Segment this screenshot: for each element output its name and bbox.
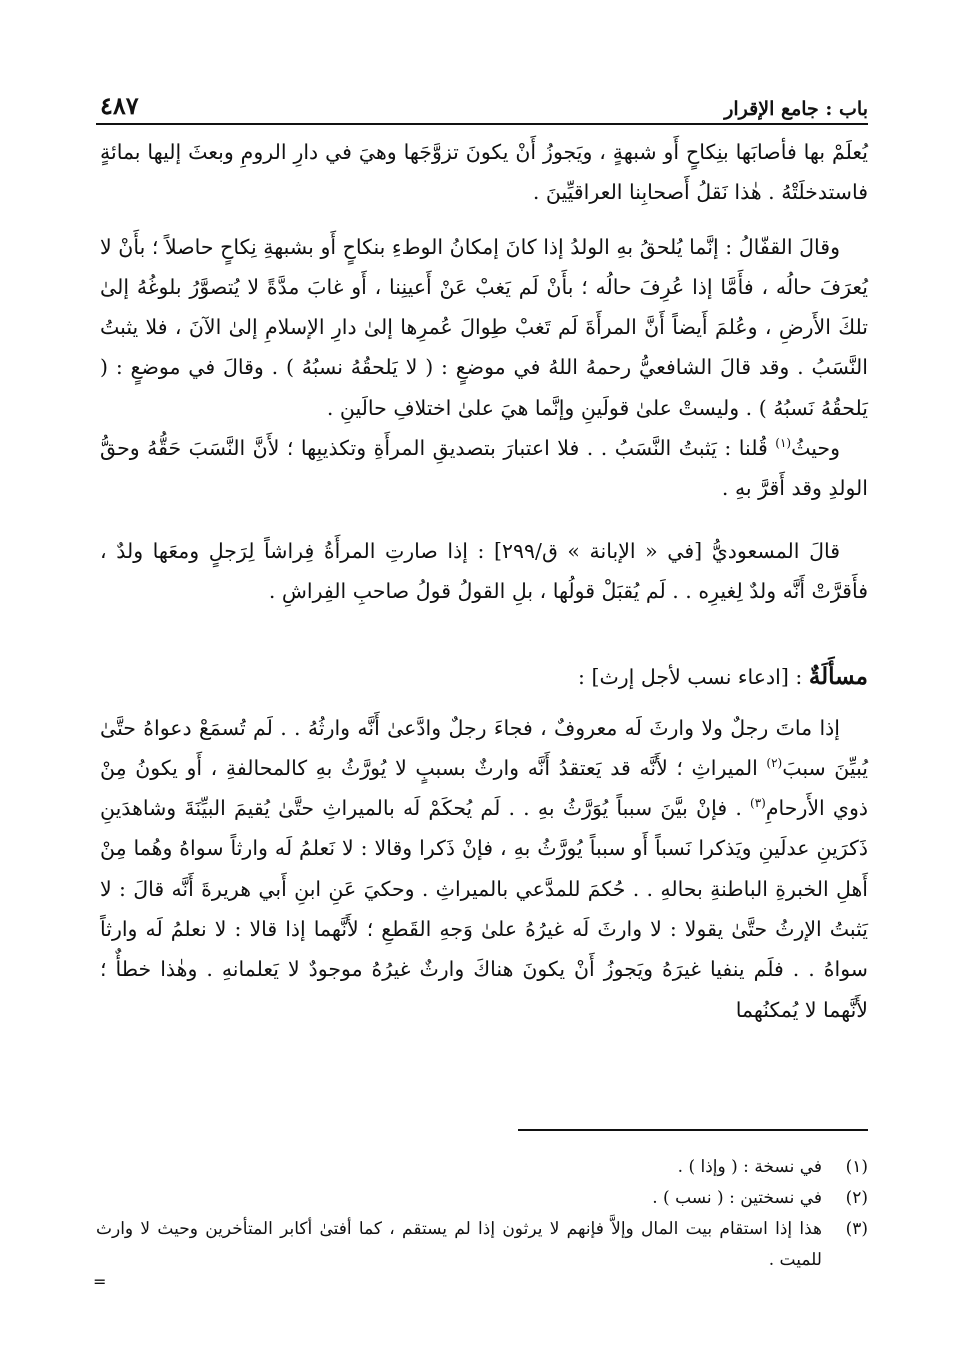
- header-divider: [96, 123, 868, 125]
- text-run: . فإنْ بيَّنَ سبباً يُوَرَّثُ بهِ . . لَم يُحكَمْ لَه بالميراثِ حتَّىٰ يُقيمَ البيِّنَةَ وشاهدَينِ ذَكرَينِ عدلَينِ ويَذكرا نَسباً أَو سبباً يُورَّثُ بهِ ، فإنْ ذَكرا وقالا : لا نَعلمُ لَه وارثاً سواهُ وهُما مِنْ أَهلِ الخبرةِ الباطنةِ بحالهِ . . حُكمَ للمدَّعي بالميراثِ . وحكيَ عَنِ ابنِ أَبي هريرةَ أَنَّه قالَ : لا يَثبتُ الإرثُ حتَّىٰ يقولا : لا وارثَ لَه غيرُهُ علىٰ وَجهِ القَطعِ ؛ لأَنَّهما إذا قالا : لا نعلمُ لَه وارثاً سواهُ . . فلَم ينفيا غيرَهُ ويَجوزُ أَنْ يكونَ هناكَ وارثٌ غيرُهُ موجودٌ لا يَعلمانهِ . وهٰذا خطأٌ ؛ لأَنَّهما لا يُمكنُهما: [100, 796, 868, 1022]
- footnote-reference: (٣): [750, 796, 766, 811]
- text-run: الميراثِ ؛ لأَنَّه قد يَعتقدُ أَنَّه وارثٌ بسببٍ لا يُورَّثُ بهِ كالمحالفةِ ، أَو يكونُ مِنْ ذوي الأَرحامِ: [100, 755, 868, 821]
- paragraph: قالَ المسعوديُّ [في « الإبانة » ق/٢٩٩] : إذا صارتِ المرأَةُ فِراشاً لِرَجلٍ ومعَها ولدٌ ، فأَقرَّتْ أَنَّه ولدٌ لِغيرِه . . لَم يُقبَلْ قولُها ، بلِ القولُ قولُ صاحبِ الفِراشِ .: [100, 538, 868, 603]
- masala-label: مسأَلَةٌ: [808, 663, 868, 691]
- footnote: [96, 1214, 868, 1276]
- footnote-reference: (٢): [766, 756, 783, 771]
- section-heading: [100, 657, 868, 697]
- page-header: [100, 84, 868, 120]
- text-run: قُلنا : يَثبتُ النَّسَبُ . . فلا اعتبارَ بتصديقِ المرأَةِ وتكذيبِها ؛ لأَنَّ النَّسَبَ حَقُّهُ وحقُّ الولدِ وقد أَقرَّ بهِ .: [100, 436, 868, 501]
- footnote-divider: [518, 1129, 868, 1131]
- chapter-title: باب : جامع الإقرار: [724, 98, 868, 120]
- footnotes: [96, 1152, 868, 1276]
- paragraph: [100, 428, 868, 509]
- footnote-number: (٣): [845, 1219, 868, 1239]
- paragraph: وقالَ القفّالُ : إنَّما يُلحقُ بهِ الولدُ إذا كانَ إمكانُ الوطءِ بنكاحٍ أَو بشبهةِ نِكاحٍ حاصلاً ؛ بأَنْ لا يُعرَفَ حالُه ، فأَمَّا إذا عُرِفَ حالُه ؛ بأَنْ لَم يَغبْ عَنْ أَعينِنا ، أَو غابَ مدَّةً لا يُتصوَّرُ بلوغُهُ إلىٰ تلكَ الأَرضِ ، وعُلمَ أَيضاً أَنَّ المرأَةَ لَم تَغبْ طِوالَ عُمرِها إلىٰ دارِ الإسلامِ إلىٰ الآنَ ، فلا يثبتُ النَّسَبُ . وقد قالَ الشافعيُّ رحمهُ اللهُ في موضعٍ : ( لا يَلحقُهُ نسبُهُ ) . وقالَ في موضعٍ : ( يَلحقُهُ نَسبُهُ ) . وليستْ علىٰ قولَينِ وإنَّما هيَ علىٰ اختلافِ حالَينِ .: [100, 234, 868, 420]
- continuation-mark: =: [93, 1272, 107, 1291]
- paragraph: يُعلَمْ بها فأصابَها بنِكاحٍ أَو شبهةٍ ، ويَجوزُ أَنْ يكونَ تزوَّجَها وهيَ في دارِ الرومِ وبعثَ إليها بمائةٍ فاستدخلَتْهُ . هٰذا نَقلُ أَصحابِنا العراقيِّينَ .: [100, 140, 868, 205]
- footnote: [96, 1152, 868, 1183]
- masala-title: : [ادعاء نسب لأجل إرث] :: [578, 665, 809, 690]
- page-number: ٤٨٧: [100, 91, 139, 120]
- footnote-reference: (١): [775, 436, 792, 451]
- main-text: [100, 132, 868, 1030]
- footnote: [96, 1183, 868, 1214]
- footnote-text: في نسخة : ( وإذا ) .: [677, 1157, 822, 1177]
- paragraph: [100, 708, 868, 1030]
- footnote-number: (٢): [845, 1188, 868, 1208]
- footnote-number: (١): [845, 1157, 868, 1177]
- footnote-text: في نسختين : ( نسب ) .: [652, 1188, 822, 1208]
- footnote-text: هذا إذا استقام بيت المال وإلاَّ فإنهم لا يرثون إذا لم يستقم ، كما أفتىٰ أكابر المتأخرين وحيث لا وارث للميت .: [96, 1219, 822, 1270]
- text-run: وحيثُ: [791, 436, 840, 461]
- text-run: إذا ماتَ رجلٌ ولا وارثَ لَه معروفٌ ، فجاءَ رجلٌ وادَّعىٰ أَنَّه وارثُهُ . . لَم تُسمَعْ دعواهُ حتَّىٰ يُبيِّنَ سببَ: [100, 715, 868, 780]
